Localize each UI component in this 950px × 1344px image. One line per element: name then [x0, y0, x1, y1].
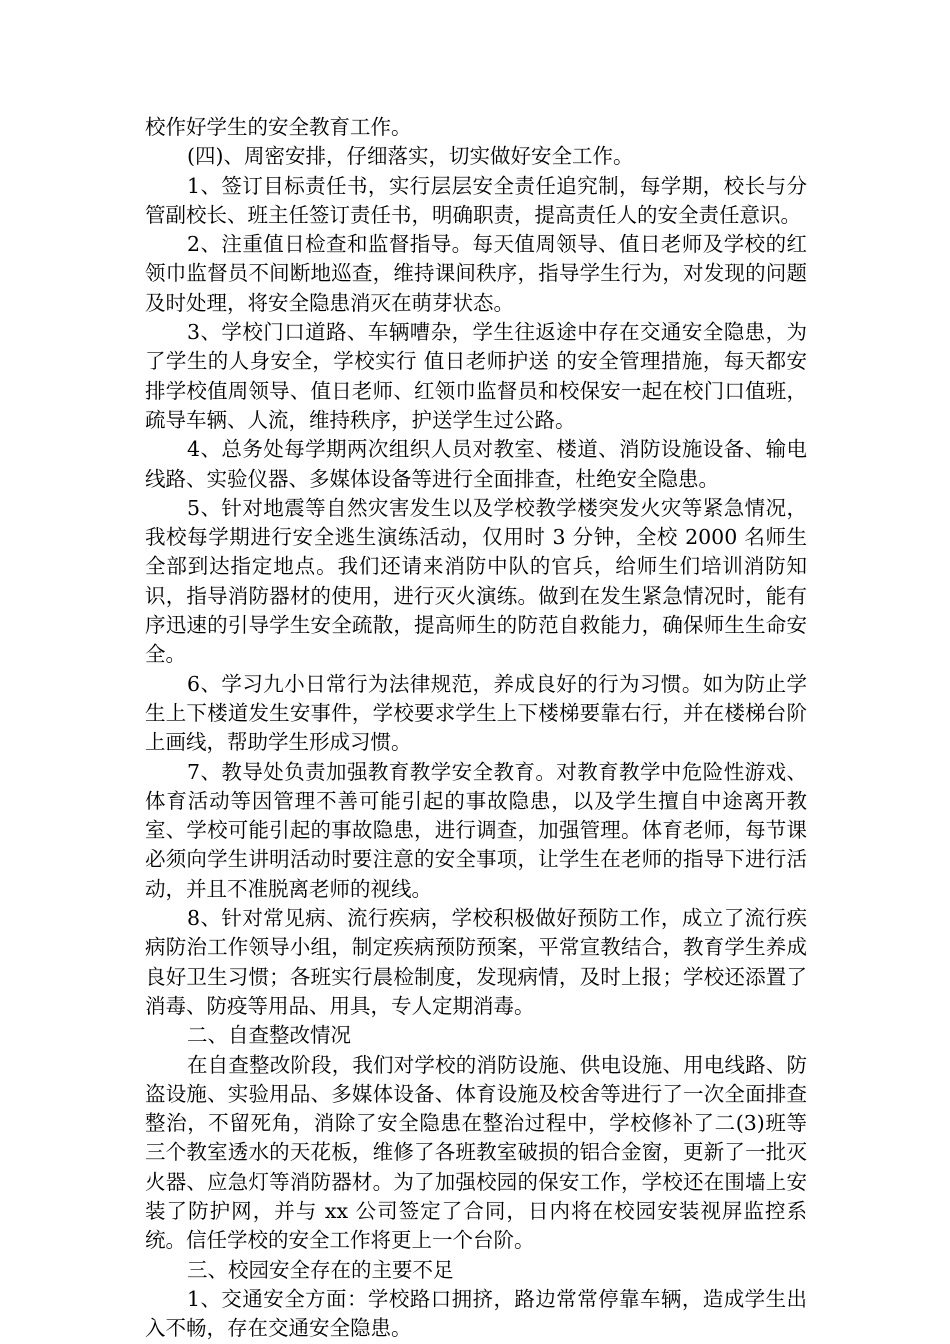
paragraph-item-4: 4、总务处每学期两次组织人员对教室、楼道、消防设施设备、输电线路、实验仪器、多媒体设备等进行全面排查，杜绝安全隐患。: [145, 437, 807, 491]
section-heading-shortcomings: 三、校园安全存在的主要不足: [187, 1257, 454, 1282]
paragraph-item-7: 7、教导处负责加强教育教学安全教育。对教育教学中危险性游戏、体育活动等因管理不善可能引起的事故隐患，以及学生擅自中途离开教室、学校可能引起的事故隐患，进行调查，加强管理。体育老师，每节课必须向学生讲明活动时要注意的安全事项，让学生在老师的指导下进行活动，并且不准脱离老师的视线。: [145, 759, 807, 901]
paragraph-traffic-safety: 1、交通安全方面：学校路口拥挤，路边常常停靠车辆，造成学生出入不畅，存在交通安全隐患。: [145, 1286, 807, 1341]
section-heading-self-inspection: 二、自查整改情况: [187, 1023, 351, 1048]
document-body: [145, 113, 807, 1343]
paragraph-item-3: 3、学校门口道路、车辆嘈杂，学生往返途中存在交通安全隐患，为了学生的人身安全，学校实行 值日老师护送 的安全管理措施，每天都安排学校值周领导、值日老师、红领巾监督员和校保安一起在校门口值班，疏导车辆、人流，维持秩序，护送学生过公路。: [145, 320, 807, 432]
paragraph-item-2: 2、注重值日检查和监督指导。每天值周领导、值日老师及学校的红领巾监督员不间断地巡查，维持课间秩序，指导学生行为，对发现的问题及时处理，将安全隐患消灭在萌芽状态。: [145, 232, 807, 315]
paragraph-item-6: 6、学习九小日常行为法律规范，养成良好的行为习惯。如为防止学生上下楼道发生安事件，学校要求学生上下楼梯要靠右行，并在楼梯台阶上画线，帮助学生形成习惯。: [145, 671, 807, 755]
paragraph-item-1: 1、签订目标责任书，实行层层安全责任追究制，每学期，校长与分管副校长、班主任签订责任书，明确职责，提高责任人的安全责任意识。: [145, 173, 807, 227]
paragraph-item-5: 5、针对地震等自然灾害发生以及学校教学楼突发火灾等紧急情况，我校每学期进行安全逃生演练活动，仅用时 3 分钟，全校 2000 名师生全部到达指定地点。我们还请来消防中队的官兵，给师生们培训消防知识，指导消防器材的使用，进行灭火演练。做到在发生紧急情况时，能有序迅速的引导学生安全疏散，提高师生的防范自救能力，确保师生生命安全。: [145, 495, 807, 667]
paragraph-item-8: 8、针对常见病、流行疾病，学校积极做好预防工作，成立了流行疾病防治工作领导小组，制定疾病预防预案，平常宣教结合，教育学生养成良好卫生习惯；各班实行晨检制度，发现病情，及时上报；学校还添置了消毒、防疫等用品、用具，专人定期消毒。: [145, 906, 807, 1018]
section-heading-four: (四)、周密安排，仔细落实，切实做好安全工作。: [187, 144, 634, 169]
paragraph-self-inspection: 在自查整改阶段，我们对学校的消防设施、供电设施、用电线路、防盗设施、实验用品、多媒体设备、体育设施及校舍等进行了一次全面排查整治，不留死角，消除了安全隐患在整治过程中，学校修补了二(3)班等三个教室透水的天花板，维修了各班教室破损的铝合金窗，更新了一批灭火器、应急灯等消防器材。为了加强校园的保安工作，学校还在围墙上安装了防护网，并与 xx 公司签定了合同，日内将在校园安装视屏监控系统。信任学校的安全工作将更上一个台阶。: [145, 1052, 807, 1253]
paragraph-continuation: 校作好学生的安全教育工作。: [145, 115, 412, 139]
